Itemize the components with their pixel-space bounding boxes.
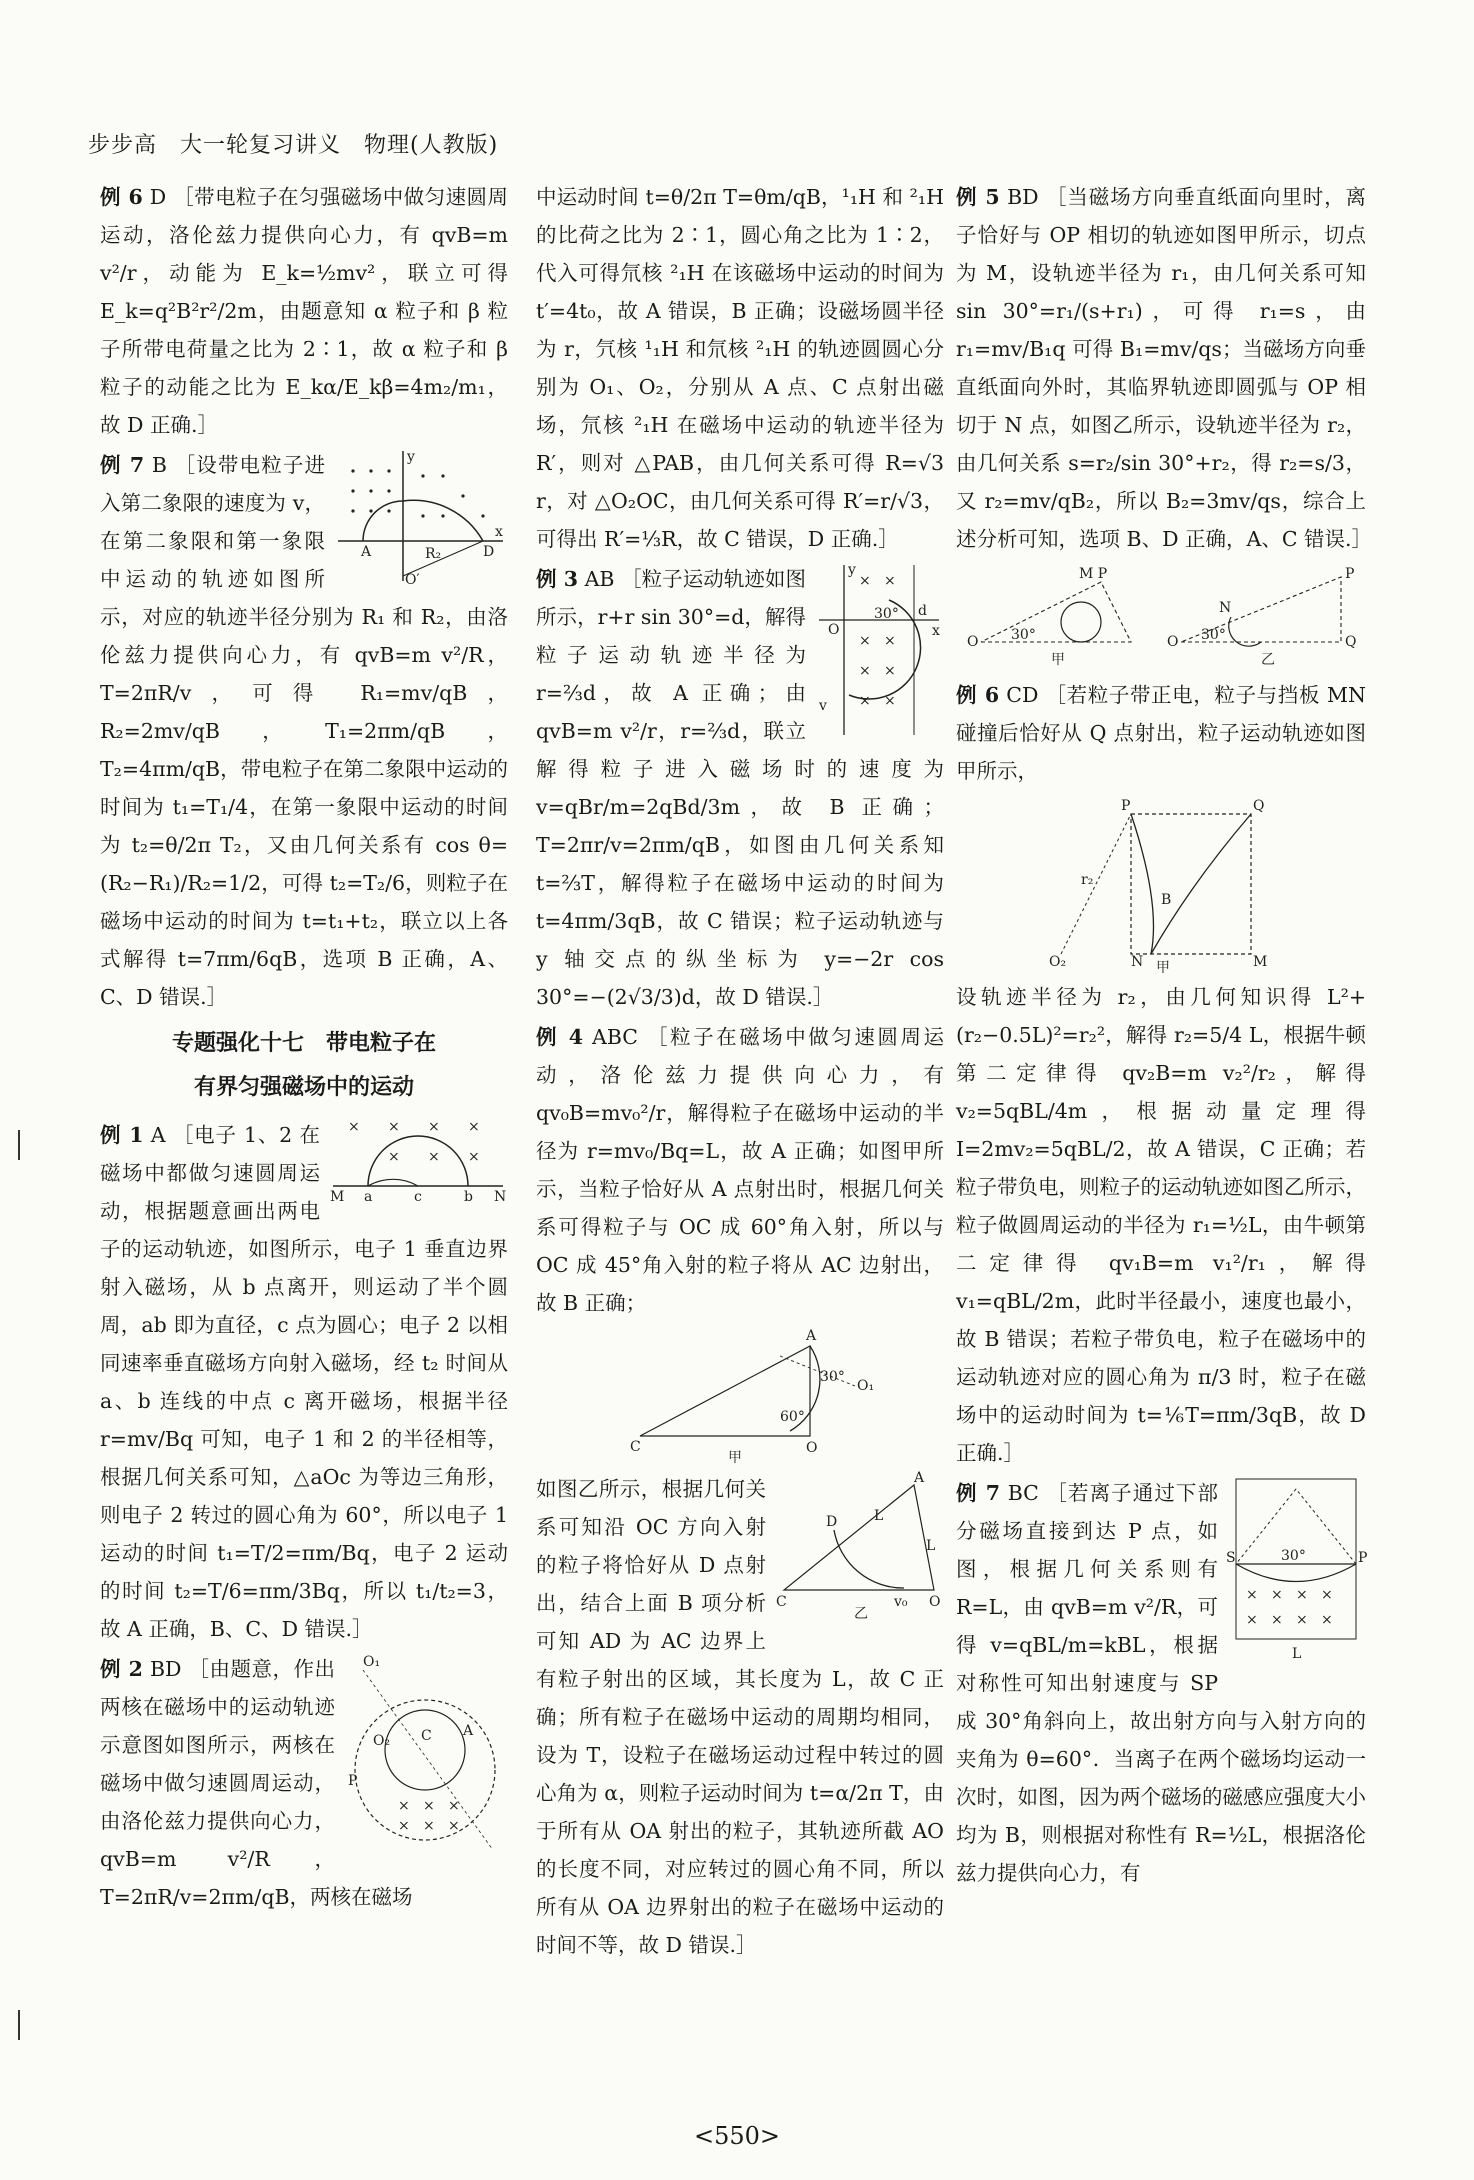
example-6-figure-jia (1041, 794, 1281, 974)
svg-text:y: y (407, 449, 415, 465)
electron-2-path (368, 1179, 418, 1186)
svg-text:×: × (1246, 1587, 1258, 1603)
section-example-2-answer: × × × × × × O₁ O₂ P C A 例 2 BD ［由题意，作出两核在磁场中的运动轨迹示意图如图所示，两核在磁场中做匀速圆周运动，由洛伦兹力提供向心力，qvB=m v²/R，T=2πR/v=2πm/qB，两核在磁场 (100, 1650, 508, 1916)
svg-text:Q: Q (1253, 798, 1265, 814)
svg-text:B: B (1161, 892, 1172, 908)
svg-text:30°: 30° (1281, 1548, 1306, 1564)
field-dots (351, 469, 484, 517)
example-7-trajectory-diagram (333, 446, 508, 586)
figure-jia-arc (1061, 602, 1101, 642)
example-6-answer-continued: 设轨迹半径为 r₂，由几何知识得 L²+(r₂−0.5L)²=r₂²，解得 r₂=5/4 L，根据牛顿第二定律得 qv₂B=m v₂²/r₂，解得 v₂=5qBL/4m，根据动量定理得 I=2mv₂=5qBL/2，故 A 错误，C 正确；若粒子带负电，则粒子的运动轨迹如图乙所示，粒子做圆周运动的半径为 r₁=½L，由牛顿第二定律得 qv₁B=m v₁²/r₁，解得 v₁=qBL/2m，此时半径最小，速度也最小，故 B 错误；若粒子带负电，粒子在磁场中的运动轨迹对应的圆心角为 π/3 时，粒子在磁场中的运动时间为 t=⅙T=πm/3qB，故 D 正确.］ (956, 985, 1366, 1465)
page-number: <550> (693, 2122, 781, 2150)
svg-text:×: × (388, 1119, 400, 1135)
example-5-figures (961, 562, 1361, 672)
svg-text:P: P (1345, 566, 1355, 582)
example-6-answer: 例 6 D ［带电粒子在匀强磁场中做匀速圆周运动，洛伦兹力提供向心力，有 qvB=m v²/r，动能为 E_k=½mv²，联立可得 E_k=q²B²r²/2m，由题意知 α 粒子和 β 粒子所带电荷量之比为 2∶1，故 α 粒子和 β 粒子的动能之比为 E_kα/E_kβ=4m₂/m₁，故 D 正确.］ (100, 185, 508, 437)
svg-text:C: C (421, 1728, 432, 1744)
svg-text:v₀: v₀ (894, 1594, 908, 1610)
svg-text:M: M (1253, 954, 1268, 970)
figure-jia-wedge (981, 582, 1131, 642)
svg-text:×: × (1246, 1612, 1258, 1628)
svg-text:N: N (1131, 954, 1144, 970)
svg-text:L: L (1292, 1646, 1302, 1662)
section-example-2-continued: 中运动时间 t=θ/2π T=θm/qB，¹₁H 和 ²₁H 的比荷之比为 2∶1，圆心角之比为 1∶2，代入可得氘核 ²₁H 在该磁场中运动的时间为 t′=4t₀，故 A 错误，B 正确；设磁场圆半径为 r，氕核 ¹₁H 和氘核 ²₁H 的轨迹圆圆心分别为 O₁、O₂，分别从 A 点、C 点射出磁场，氘核 ²₁H 在磁场中运动的轨迹半径为 R′，则对 △PAB，由几何关系可得 R=√3 r，对 △O₂OC，由几何关系可得 R′=r/√3，可得出 R′=⅓R，故 C 错误，D 正确.］ (536, 185, 944, 551)
svg-text:30°: 30° (1201, 627, 1226, 643)
margin-mark (18, 2010, 20, 2040)
trajectory-arc (363, 500, 483, 541)
svg-text:O: O (967, 634, 979, 650)
example-4-answer: 例 4 ABC ［粒子在磁场中做匀速圆周运动，洛伦兹力提供向心力，有 qv₀B=mv₀²/r，解得粒子在磁场中运动的半径为 r=mv₀/Bq=L，故 A 正确；如图甲所示，当粒子恰好从 A 点射出时，根据几何关系可得粒子与 OC 成 60°角入射，所以与 OC 成 45°角入射的粒子将从 AC 边射出，故 B 正确； (536, 1025, 944, 1315)
example-4-answer-continued: A D L L C O v₀ 乙 如图乙所示，根据几何关系可知沿 OC 方向入射的粒子将恰好从 D 点射出，结合上面 B 项分析可知 AD 为 AC 边界上有粒子射出的区域，其长度为 L，故 C 正确；所有粒子在磁场中运动的周期均相同，设为 T，设粒子在磁场运动过程中转过的圆心角为 α，则粒子运动时间为 t=α/2π T，由于所有从 OA 射出的粒子，其轨迹所截 AO 的长度不同，对应转过的圆心角不同，所以所有从 OA 边界射出的粒子在磁场中运动的时间不等，故 D 错误.］ (536, 1470, 944, 1957)
svg-text:×: × (1321, 1612, 1333, 1628)
svg-text:×: × (423, 1818, 435, 1834)
svg-text:×: × (859, 573, 871, 589)
figure-jia-caption: 甲 (728, 1450, 742, 1466)
svg-text:×: × (1321, 1587, 1333, 1603)
section-example-1-answer: × × × × × × × M a c b N 例 1 A ［电子 1、2 在磁场中都做匀速圆周运动，根据题意画出两电子的运动轨迹，如图所示，电子 1 垂直边界射入磁场，从 b 点离开，则运动了半个圆周，ab 即为直径，c 点为圆心；电子 2 以相同速率垂直磁场方向射入磁场，经 t₂ 时间从 a、b 连线的中点 c 离开磁场，根据半径 r=mv/Bq 可知，电子 1 和 2 的半径相等，根据几何关系可知，△aOc 为等边三角形，则电子 2 转过的圆心角为 60°，所以电子 1 运动的时间 t₁=T/2=πm/Bq，电子 2 运动的时间 t₂=T/6=πm/3Bq，所以 t₁/t₂=3，故 A 正确，B、C、D 错误.］ (100, 1116, 508, 1648)
svg-text:y: y (848, 562, 856, 578)
svg-text:×: × (884, 693, 896, 709)
radius-r2 (1061, 814, 1131, 954)
svg-text:×: × (428, 1149, 440, 1165)
svg-text:O: O (806, 1440, 818, 1456)
example-7-answer: A R₂ D y x O′ 例 7 B ［设带电粒子进入第二象限的速度为 v，在第二象限和第一象限中运动的轨迹如图所示，对应的轨迹半径分别为 R₁ 和 R₂，由洛伦兹力提供向心力，有 qvB=m v²/R，T=2πR/v，可得 R₁=mv/qB，R₂=2mv/qB，T₁=2πm/qB，T₂=4πm/qB，带电粒子在第二象限中运动的时间为 t₁=T₁/4，在第一象限中运动的时间为 t₂=θ/2π T₂，又由几何关系有 cos θ=(R₂−R₁)/R₂=1/2，可得 t₂=T₂/6，则粒子在磁场中运动的时间为 t=t₁+t₂，联立以上各式解得 t=7πm/6qB，选项 B 正确，A、C、D 错误.］ (100, 446, 508, 1016)
example-3-answer: × × × × × × × × y x O d v 30° 例 3 AB ［粒子运动轨迹如图所示，r+r sin 30°=d，解得粒子运动轨迹半径为 r=⅔d，故 A 正确；由 qvB=m v²/r，r=⅔d，联立解得粒子进入磁场时的速度为 v=qBr/m=2qBd/3m，故 B 正确；T=2πr/v=2πm/qB，如图由几何关系知 t=⅔T，解得粒子在磁场中运动的时间为 t=4πm/3qB，故 C 错误；粒子运动轨迹与 y 轴交点的纵坐标为 y=−2r cos 30°=−(2√3/3)d，故 D 错误.］ (536, 562, 944, 1009)
svg-text:60°: 60° (780, 1409, 805, 1425)
field-crosses (398, 1798, 460, 1834)
svg-text:P: P (1121, 798, 1131, 814)
field-crosses (859, 573, 896, 709)
svg-text:×: × (388, 1149, 400, 1165)
svg-text:×: × (348, 1119, 360, 1135)
figure-yi-caption: 乙 (854, 1606, 868, 1622)
example-6-answer: 例 6 CD ［若粒子带正电，粒子与挡板 MN 碰撞后恰好从 Q 点射出，粒子运动轨迹如图甲所示， (956, 683, 1366, 783)
svg-text:R₂: R₂ (425, 546, 442, 562)
trajectory-arc (1236, 1564, 1356, 1582)
triangle-oca (784, 1485, 934, 1590)
trajectory-arc (834, 1530, 904, 1588)
svg-text:x: x (495, 524, 503, 540)
svg-text:×: × (884, 663, 896, 679)
svg-text:×: × (423, 1798, 435, 1814)
example-7-answer: × × × × × × × × S P 30° L 例 7 BC ［若离子通过下部分磁场直接到达 P 点，如图，根据几何关系则有 R=L，由 qvB=m v²/R，可得 v=qBL/m=kBL，根据对称性可知出射速度与 SP 成 30°角斜向上，故出射方向与入射方向的夹角为 θ=60°．当离子在两个磁场均运动一次时，如图，因为两个磁场的磁感应强度大小均为 B，则根据对称性有 R=½L，根据洛伦兹力提供向心力，有 (956, 1474, 1366, 1892)
svg-text:A: A (914, 1470, 925, 1486)
svg-text:×: × (428, 1119, 440, 1135)
svg-text:O: O (1167, 634, 1179, 650)
svg-text:×: × (1296, 1612, 1308, 1628)
svg-text:A: A (463, 1723, 474, 1739)
svg-text:C: C (776, 1594, 787, 1610)
example-7-figure (1226, 1474, 1366, 1664)
svg-text:30°: 30° (1011, 627, 1036, 643)
margin-mark (18, 1130, 20, 1160)
svg-text:×: × (1271, 1612, 1283, 1628)
svg-text:Q: Q (1345, 634, 1357, 650)
column-1 (100, 178, 508, 1918)
svg-text:×: × (398, 1818, 410, 1834)
section-title: 专题强化十七 带电粒子在 有界匀强磁场中的运动 (171, 1031, 436, 1100)
svg-text:30°: 30° (874, 606, 899, 622)
electron-1-path (368, 1136, 468, 1186)
example-5-answer: 例 5 BD ［当磁场方向垂直纸面向里时，离子恰好与 OP 相切的轨迹如图甲所示，切点为 M，设轨迹半径为 r₁，由几何关系可知 sin 30°=r₁/(s+r₁)，可得 r₁=s，由 r₁=mv/B₁q 可得 B₁=mv/qs；当磁场方向垂直纸面向外时，其临界轨迹即圆弧与 OP 相切于 N 点，如图乙所示，设轨迹半径为 r₂，由几何关系 s=r₂/sin 30°+r₂，得 r₂=s/3，又 r₂=mv/qB₂，所以 B₂=3mv/qs，综合上述分析可知，选项 B、D 正确，A、C 错误.］ (956, 185, 1373, 551)
svg-text:a: a (364, 1189, 373, 1205)
svg-text:c: c (414, 1189, 422, 1205)
svg-text:L: L (926, 1538, 936, 1554)
svg-text:×: × (468, 1119, 480, 1135)
column-2 (536, 178, 944, 1966)
svg-text:×: × (859, 663, 871, 679)
svg-text:v: v (819, 698, 827, 714)
example-4-figure-jia (610, 1326, 875, 1466)
svg-text:×: × (884, 573, 896, 589)
svg-text:×: × (859, 693, 871, 709)
svg-text:b: b (464, 1189, 473, 1205)
svg-text:P: P (348, 1773, 358, 1789)
svg-text:M P: M P (1079, 566, 1108, 582)
svg-text:O₁: O₁ (363, 1654, 381, 1670)
svg-text:O₂: O₂ (1049, 954, 1067, 970)
svg-text:O′: O′ (405, 572, 420, 588)
svg-text:×: × (1296, 1587, 1308, 1603)
svg-text:d: d (918, 603, 927, 619)
svg-text:O: O (828, 622, 840, 638)
svg-text:L: L (874, 1508, 884, 1524)
svg-text:×: × (448, 1818, 460, 1834)
svg-text:×: × (468, 1149, 480, 1165)
column-3 (956, 178, 1373, 1894)
section-example-1-diagram (328, 1116, 508, 1206)
figure-jia-caption: 甲 (1051, 652, 1065, 668)
svg-text:S: S (1226, 1550, 1236, 1566)
svg-text:O₁: O₁ (857, 1378, 875, 1394)
example-4-figure-yi (774, 1470, 944, 1620)
field-crosses (1246, 1587, 1333, 1628)
svg-text:×: × (859, 633, 871, 649)
svg-text:30°: 30° (820, 1369, 845, 1385)
svg-text:×: × (884, 633, 896, 649)
svg-text:N: N (1219, 600, 1232, 616)
svg-text:A: A (806, 1328, 817, 1344)
svg-text:D: D (826, 1514, 838, 1530)
svg-text:M: M (330, 1189, 345, 1205)
example-3-trajectory-diagram (814, 560, 944, 740)
figure-jia-caption: 甲 (1156, 960, 1170, 976)
svg-text:r₂: r₂ (1081, 872, 1094, 888)
svg-text:×: × (1271, 1587, 1283, 1603)
running-header: 步步高 大一轮复习讲义 物理(人教版) (88, 133, 499, 158)
section-example-2-diagram (343, 1650, 508, 1870)
svg-text:×: × (398, 1798, 410, 1814)
svg-text:P: P (1358, 1550, 1368, 1566)
svg-text:A: A (361, 544, 372, 560)
radius-r2 (403, 541, 483, 576)
figure-yi-caption: 乙 (1261, 652, 1275, 668)
svg-text:x: x (932, 623, 940, 639)
svg-text:D: D (483, 544, 495, 560)
svg-text:×: × (448, 1798, 460, 1814)
trajectory-circle (385, 1710, 465, 1790)
svg-text:N: N (494, 1189, 507, 1205)
svg-text:C: C (630, 1439, 641, 1455)
svg-text:O: O (929, 1594, 941, 1610)
svg-text:O₂: O₂ (373, 1733, 391, 1749)
trajectory (1131, 814, 1251, 954)
